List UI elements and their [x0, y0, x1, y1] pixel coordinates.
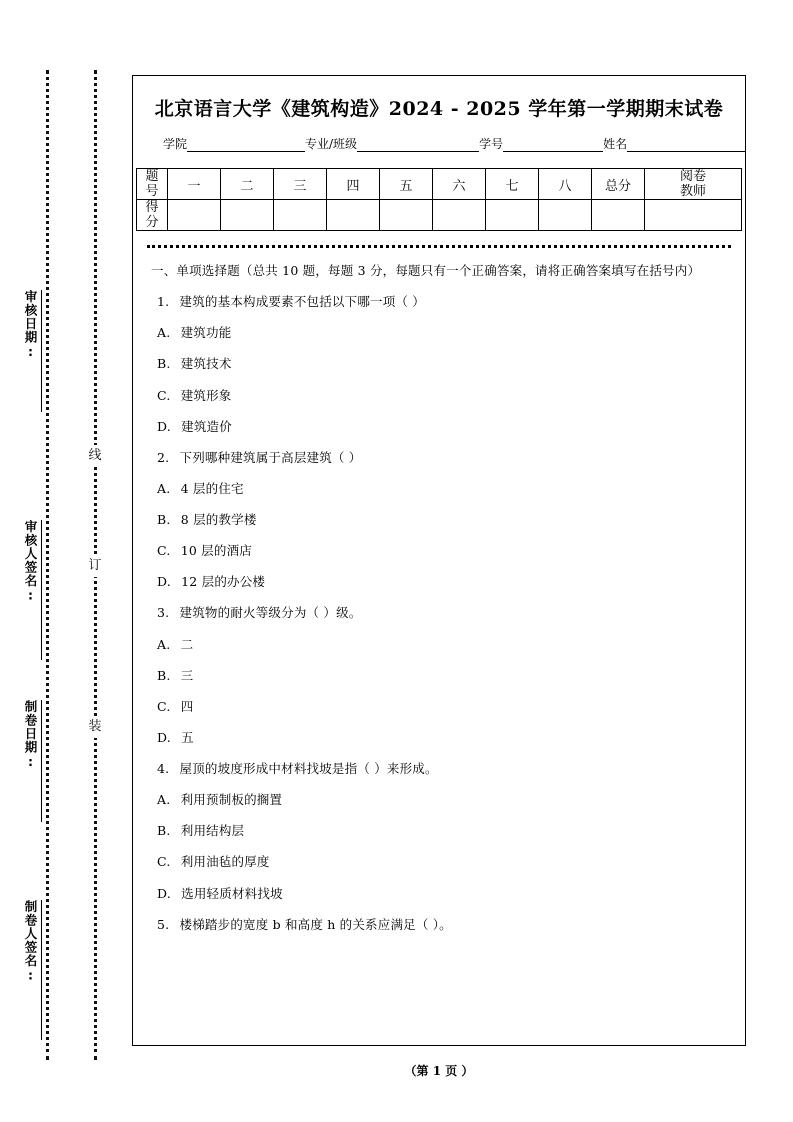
column-header-6: 六 [433, 169, 486, 200]
question-4-option-a-text: 利用预制板的搁置 [180, 792, 283, 808]
column-header-5: 五 [380, 169, 433, 200]
question-1 [157, 293, 727, 311]
question-1-option-b-letter: B. [157, 356, 171, 372]
question-number-header-char1: 题 [145, 169, 159, 184]
question-1-option-a-text: 建筑功能 [180, 325, 232, 341]
page-title: 北京语言大学《建筑构造》2024 - 2025 学年第一学期期末试卷 [154, 98, 724, 120]
major-class-field[interactable] [305, 135, 479, 152]
major-class-label: 专业/班级 [305, 137, 358, 151]
student-info-line [133, 135, 745, 152]
question-2-option-b-letter: B. [157, 512, 171, 527]
question-3-option-b-text: 三 [180, 667, 194, 683]
question-1-option-b[interactable] [157, 355, 727, 373]
question-2-option-a-text: 4 层的住宅 [180, 480, 244, 496]
question-2-option-d-letter: D. [157, 574, 171, 590]
question-1-number: 1. [157, 294, 170, 310]
question-4-option-c-text: 利用油毡的厚度 [180, 854, 270, 870]
question-3-option-c-text: 四 [180, 698, 194, 714]
paper-made-date-rule [41, 700, 42, 822]
question-1-option-c-text: 建筑形象 [180, 387, 232, 403]
question-2-option-d[interactable] [157, 573, 727, 591]
score-row-header [137, 200, 168, 231]
question-4-option-a-letter: A. [157, 792, 171, 808]
college-blank[interactable] [187, 138, 305, 152]
question-2-option-c[interactable] [157, 542, 727, 560]
student-id-field[interactable] [479, 135, 603, 152]
score-cell-total[interactable] [592, 200, 645, 231]
question-1-option-b-text: 建筑技术 [180, 356, 232, 372]
question-4-option-a[interactable] [157, 791, 727, 809]
column-header-2: 二 [221, 169, 274, 200]
question-3-option-a-text: 二 [180, 636, 194, 652]
review-date-label: 审核日期: [23, 290, 38, 360]
question-4-number: 4. [157, 761, 170, 776]
question-5-text: 楼梯踏步的宽度 b 和高度 h 的关系应满足（ ）。 [179, 916, 452, 932]
score-cell-teacher[interactable] [645, 200, 742, 231]
question-3-option-c[interactable] [157, 698, 727, 716]
question-2-number: 2. [157, 449, 170, 465]
column-header-4: 四 [327, 169, 380, 200]
question-2-option-b[interactable] [157, 511, 727, 529]
question-number-header-char2: 号 [145, 184, 159, 199]
question-5-number: 5. [157, 916, 170, 932]
score-cell-2[interactable] [221, 200, 274, 231]
question-1-option-d[interactable] [157, 418, 727, 436]
exam-paper-box [132, 75, 746, 1046]
college-label: 学院 [163, 137, 188, 151]
question-3 [157, 604, 727, 622]
question-3-option-d-letter: D. [157, 729, 171, 745]
question-2-option-a-letter: A. [157, 480, 171, 496]
question-1-text: 建筑的基本构成要素不包括以下哪一项（ ） [179, 294, 425, 310]
column-header-8: 八 [539, 169, 592, 200]
student-id-blank[interactable] [503, 138, 603, 152]
exam-content [133, 262, 745, 934]
column-header-3: 三 [274, 169, 327, 200]
teacher-header-line2: 教师 [679, 184, 706, 199]
question-1-option-c-letter: C. [157, 387, 171, 403]
question-5 [157, 916, 727, 934]
score-cell-8[interactable] [539, 200, 592, 231]
question-2 [157, 449, 727, 467]
question-4-option-b-letter: B. [157, 823, 171, 839]
score-cell-5[interactable] [380, 200, 433, 231]
question-3-option-c-letter: C. [157, 698, 171, 714]
score-row-header-char1: 得 [145, 200, 159, 215]
question-2-option-b-text: 8 层的教学楼 [180, 512, 257, 527]
teacher-header-line1: 阅卷 [679, 169, 706, 184]
college-field[interactable] [163, 135, 305, 152]
score-cell-1[interactable] [168, 200, 221, 231]
table-row-scores [137, 200, 742, 231]
score-cell-4[interactable] [327, 200, 380, 231]
question-2-text: 下列哪种建筑属于高层建筑（ ） [179, 449, 362, 465]
reviewer-signature-label: 审核人签名: [23, 520, 38, 604]
score-cell-7[interactable] [486, 200, 539, 231]
section-heading-1: 一、单项选择题（总共 10 题，每题 3 分，每题只有一个正确答案，请将正确答案填写在括号内） [151, 263, 701, 278]
question-number-header [137, 169, 168, 200]
score-table [136, 168, 742, 231]
name-blank[interactable] [627, 138, 745, 152]
question-2-option-c-letter: C. [157, 543, 171, 559]
question-3-option-b[interactable] [157, 667, 727, 685]
column-header-teacher [645, 169, 742, 200]
question-2-option-d-text: 12 层的办公楼 [181, 574, 266, 590]
seam-char-bind: 订 [84, 555, 106, 577]
question-1-option-a-letter: A. [157, 325, 171, 341]
paper-made-date-label: 制卷日期: [23, 700, 38, 770]
question-1-option-d-letter: D. [157, 418, 171, 434]
left-margin-seam-area [0, 0, 132, 1122]
page-footer: （第 1 页 ） [404, 1064, 474, 1078]
reviewer-signature-rule [41, 520, 42, 660]
name-field[interactable] [603, 135, 745, 152]
question-3-option-a-letter: A. [157, 636, 171, 652]
question-4-option-c-letter: C. [157, 854, 171, 870]
question-2-option-c-text: 10 层的酒店 [180, 543, 252, 559]
paper-maker-signature-label: 制卷人签名: [23, 900, 38, 984]
question-4-option-c[interactable] [157, 853, 727, 871]
question-1-option-c[interactable] [157, 387, 727, 405]
question-4-option-d-text: 选用轻质材料找坡 [181, 885, 283, 901]
question-3-text: 建筑物的耐火等级分为（ ）级。 [179, 605, 362, 621]
question-3-option-d[interactable] [157, 729, 727, 747]
question-4 [157, 760, 727, 778]
column-header-total: 总分 [592, 169, 645, 200]
table-row-question-numbers [137, 169, 742, 200]
review-date-rule [41, 290, 42, 412]
score-cell-6[interactable] [433, 200, 486, 231]
question-3-option-d-text: 五 [181, 729, 194, 745]
paper-maker-signature-rule [41, 900, 42, 1040]
seam-char-pack: 装 [84, 716, 106, 738]
section-divider [147, 245, 731, 248]
name-label: 姓名 [603, 137, 628, 151]
question-4-option-b-text: 利用结构层 [180, 823, 245, 839]
score-row-header-char2: 分 [145, 215, 159, 230]
question-4-option-b[interactable] [157, 822, 727, 840]
question-4-option-d-letter: D. [157, 885, 171, 901]
column-header-1: 一 [168, 169, 221, 200]
seam-dotted-line-outer [46, 70, 49, 1060]
question-3-option-b-letter: B. [157, 667, 171, 683]
score-cell-3[interactable] [274, 200, 327, 231]
question-1-option-a[interactable] [157, 324, 727, 342]
column-header-7: 七 [486, 169, 539, 200]
student-id-label: 学号 [479, 137, 504, 151]
question-3-number: 3. [157, 605, 170, 621]
major-class-blank[interactable] [357, 138, 479, 152]
question-3-option-a[interactable] [157, 636, 727, 654]
question-4-option-d[interactable] [157, 885, 727, 903]
question-4-text: 屋顶的坡度形成中材料找坡是指（ ）来形成。 [179, 761, 438, 776]
seam-char-line: 线 [84, 445, 106, 467]
question-1-option-d-text: 建筑造价 [181, 418, 232, 434]
question-2-option-a[interactable] [157, 480, 727, 498]
